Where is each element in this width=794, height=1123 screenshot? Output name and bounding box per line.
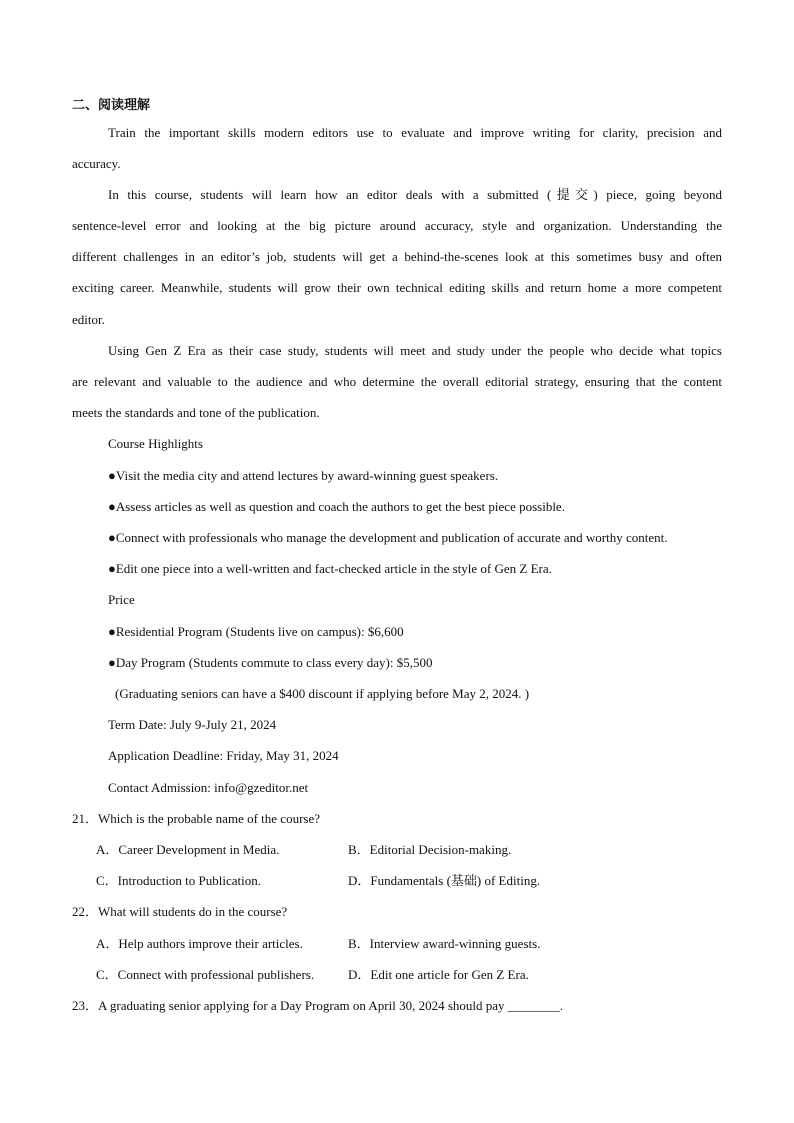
- question-21-option-b: B．Editorial Decision-making.: [348, 842, 512, 857]
- section-title: 二、阅读理解: [72, 98, 151, 113]
- paragraph-2-line-3: different challenges in an editor’s job, students will get a behind-the-scenes look at this sometimes busy and often: [72, 249, 722, 264]
- price-note: (Graduating seniors can have a $400 discount if applying before May 2, 2024. ): [115, 686, 530, 701]
- price-item: ●Residential Program (Students live on campus): $6,600: [108, 624, 404, 639]
- question-22-stem: 22．What will students do in the course?: [72, 904, 288, 919]
- highlight-item: ●Visit the media city and attend lectures by award-winning guest speakers.: [108, 468, 499, 483]
- paragraph-3-line-2: are relevant and valuable to the audience and who determine the overall editorial strategy, ensuring that the content: [72, 374, 722, 389]
- highlight-item: ●Edit one piece into a well-written and fact-checked article in the style of Gen Z Era.: [108, 561, 552, 576]
- term-date: Term Date: July 9-July 21, 2024: [108, 717, 277, 732]
- price-title: Price: [108, 592, 135, 607]
- question-22-option-c: C．Connect with professional publishers.: [96, 967, 315, 982]
- price-item: ●Day Program (Students commute to class every day): $5,500: [108, 655, 433, 670]
- highlight-item: ●Assess articles as well as question and coach the authors to get the best piece possible.: [108, 499, 565, 514]
- highlights-title: Course Highlights: [108, 436, 203, 451]
- paragraph-3-line-1: Using Gen Z Era as their case study, students will meet and study under the people who decide what topics: [108, 343, 722, 358]
- contact-admission: Contact Admission: info@gzeditor.net: [108, 780, 309, 795]
- paragraph-1-line-2: accuracy.: [72, 156, 121, 171]
- paragraph-3-line-3: meets the standards and tone of the publication.: [72, 405, 320, 420]
- application-deadline: Application Deadline: Friday, May 31, 2024: [108, 748, 339, 763]
- question-23-stem: 23．A graduating senior applying for a Day Program on April 30, 2024 should pay ________.: [72, 998, 564, 1013]
- paragraph-2-line-2: sentence-level error and looking at the big picture around accuracy, style and organization. Understanding the: [72, 218, 722, 233]
- paragraph-2-line-5: editor.: [72, 312, 105, 327]
- question-22-option-d: D．Edit one article for Gen Z Era.: [348, 967, 529, 982]
- paragraph-2-line-1: In this course, students will learn how an editor deals with a submitted (提交) piece, going beyond: [108, 187, 722, 202]
- question-22-option-a: A．Help authors improve their articles.: [96, 936, 303, 951]
- question-22-option-b: B．Interview award-winning guests.: [348, 936, 541, 951]
- question-21-option-a: A．Career Development in Media.: [96, 842, 280, 857]
- question-21-option-c: C．Introduction to Publication.: [96, 873, 262, 888]
- highlight-item: ●Connect with professionals who manage the development and publication of accurate and worthy content.: [108, 530, 668, 545]
- paragraph-1-line-1: Train the important skills modern editors use to evaluate and improve writing for clarity, precision and: [108, 125, 722, 140]
- paragraph-2-line-4: exciting career. Meanwhile, students will grow their own technical editing skills and return home a more competent: [72, 280, 722, 295]
- question-21-option-d: D．Fundamentals (基础) of Editing.: [348, 873, 541, 888]
- question-21-stem: 21．Which is the probable name of the course?: [72, 811, 320, 826]
